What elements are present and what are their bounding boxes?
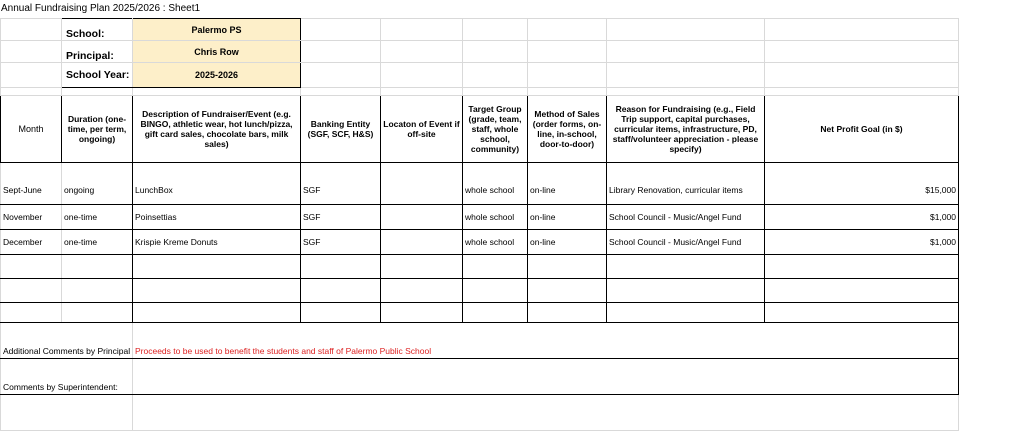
cell-banking[interactable]: SGF [301, 163, 381, 205]
cell-reason[interactable]: School Council - Music/Angel Fund [607, 230, 765, 255]
header-reason: Reason for Fundraising (e.g., Field Trip support, capital purchases, curricular items, infrastructure, PD, staff/volunteer appreciation - please specify) [607, 96, 765, 163]
sheet-title: Annual Fundraising Plan 2025/2026 : Sheet1 [1, 3, 201, 14]
fundraising-plan-table [0, 18, 959, 431]
header-goal: Net Profit Goal (in $) [765, 96, 959, 163]
cell-target[interactable]: whole school [463, 205, 528, 230]
cell-description[interactable]: Poinsettias [133, 205, 301, 230]
cell-month[interactable]: November [1, 205, 62, 230]
school-row [1, 19, 959, 41]
header-row [1, 96, 959, 163]
principal-comments-text[interactable]: Proceeds to be used to benefit the students and staff of Palermo Public School [133, 323, 959, 359]
table-row [1, 163, 959, 205]
principal-comments-label: Additional Comments by Principal [1, 323, 133, 359]
cell-target[interactable]: whole school [463, 230, 528, 255]
table-row-empty [1, 255, 959, 279]
superintendent-comments-text[interactable] [133, 359, 959, 395]
cell-description[interactable]: LunchBox [133, 163, 301, 205]
cell-description[interactable]: Krispie Kreme Donuts [133, 230, 301, 255]
header-method: Method of Sales (order forms, on-line, in-school, door-to-door) [528, 96, 607, 163]
principal-comments-row [1, 323, 959, 359]
school-value[interactable]: Palermo PS [133, 19, 301, 41]
table-row-empty [1, 303, 959, 323]
header-location: Locaton of Event if off-site [381, 96, 463, 163]
header-target: Target Group (grade, team, staff, whole school, community) [463, 96, 528, 163]
principal-label: Principal: [62, 41, 133, 63]
cell-month[interactable]: Sept-June [1, 163, 62, 205]
year-label: School Year: [62, 63, 133, 88]
header-banking: Banking Entity (SGF, SCF, H&S) [301, 96, 381, 163]
cell-month[interactable]: December [1, 230, 62, 255]
cell-goal[interactable]: $15,000 [765, 163, 959, 205]
superintendent-comments-label: Comments by Superintendent: [1, 359, 133, 395]
superintendent-comments-row [1, 359, 959, 395]
cell-banking[interactable]: SGF [301, 230, 381, 255]
cell-location[interactable] [381, 230, 463, 255]
cell-method[interactable]: on-line [528, 205, 607, 230]
table-row [1, 205, 959, 230]
header-duration: Duration (one-time, per term, ongoing) [62, 96, 133, 163]
table-row-empty [1, 279, 959, 303]
cell-target[interactable]: whole school [463, 163, 528, 205]
cell-reason[interactable]: Library Renovation, curricular items [607, 163, 765, 205]
cell-method[interactable]: on-line [528, 230, 607, 255]
header-month: Month [1, 96, 62, 163]
cell-goal[interactable]: $1,000 [765, 230, 959, 255]
principal-value[interactable]: Chris Row [133, 41, 301, 63]
cell-location[interactable] [381, 163, 463, 205]
trailing-row [1, 395, 959, 431]
principal-row [1, 41, 959, 63]
year-row [1, 63, 959, 88]
cell-duration[interactable]: ongoing [62, 163, 133, 205]
school-label: School: [62, 19, 133, 41]
header-description: Description of Fundraiser/Event (e.g. BINGO, athletic wear, hot lunch/pizza, gift card sales, chocolate bars, milk sales) [133, 96, 301, 163]
blank-cell [1, 19, 62, 41]
cell-duration[interactable]: one-time [62, 205, 133, 230]
cell-duration[interactable]: one-time [62, 230, 133, 255]
cell-banking[interactable]: SGF [301, 205, 381, 230]
spacer-row [1, 88, 959, 96]
table-row [1, 230, 959, 255]
cell-goal[interactable]: $1,000 [765, 205, 959, 230]
year-value[interactable]: 2025-2026 [133, 63, 301, 88]
cell-method[interactable]: on-line [528, 163, 607, 205]
cell-reason[interactable]: School Council - Music/Angel Fund [607, 205, 765, 230]
cell-location[interactable] [381, 205, 463, 230]
